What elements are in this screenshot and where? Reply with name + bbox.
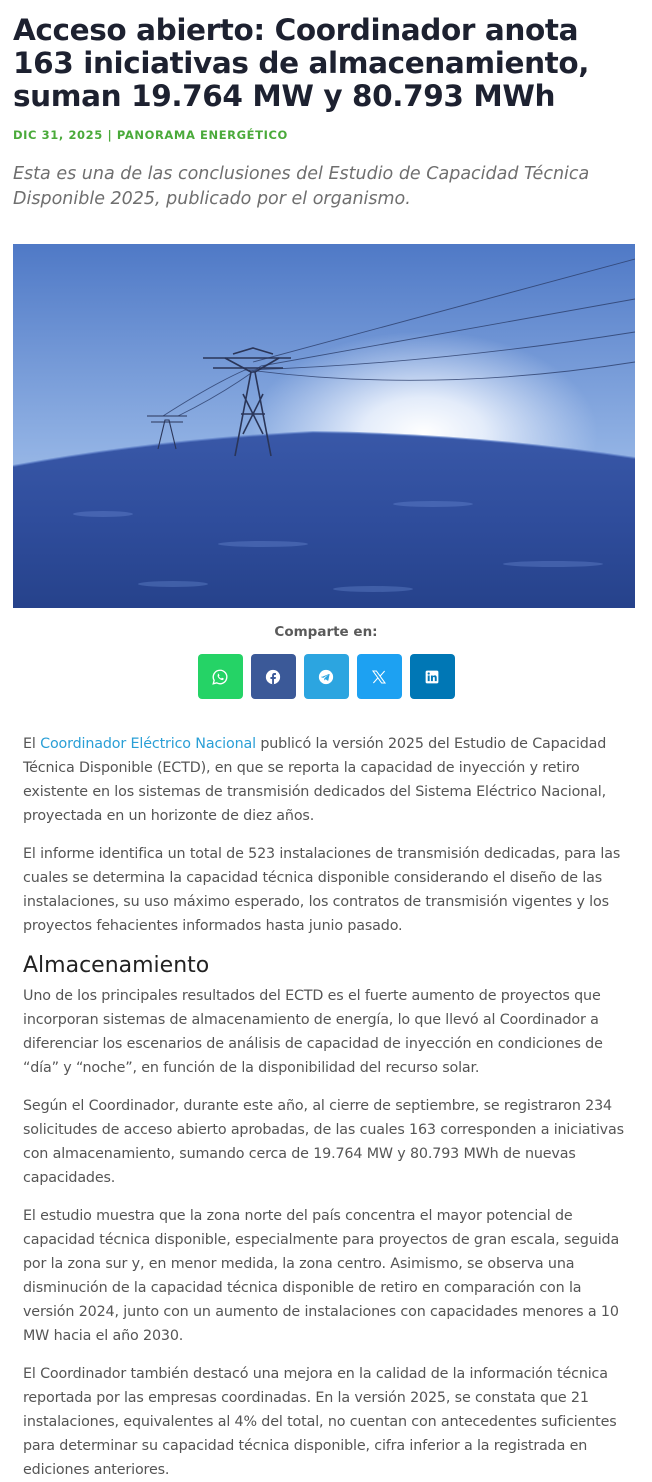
- article-meta: [13, 128, 639, 142]
- paragraph-1: El Coordinador Eléctrico Nacional publicó la versión 2025 del Estudio de Capacidad Técnica Disponible (ECTD), en que se reporta la capacidad de inyección y retiro existente en los sistemas de transmisión dedicados del Sistema Eléctrico Nacional, proyectada en un horizonte de diez años.: [23, 736, 607, 824]
- meta-separator: |: [102, 128, 117, 142]
- whatsapp-icon: [211, 668, 229, 686]
- paragraph-3: Uno de los principales resultados del ECTD es el fuerte aumento de proyectos que incorporan sistemas de almacenamiento de energía, lo que llevó al Coordinador a diferenciar los escenarios de análisis de capacidad de inyección en condiciones de “día” y “noche”, en función de la disponibilidad del recurso solar.: [23, 988, 603, 1076]
- x-icon: [370, 668, 388, 686]
- article: [0, 14, 652, 1482]
- linkedin-icon: [423, 668, 441, 686]
- share-whatsapp-button[interactable]: [198, 654, 243, 699]
- share-buttons: [13, 654, 639, 699]
- article-category[interactable]: PANORAMA ENERGÉTICO: [116, 128, 288, 142]
- share-label: Comparte en:: [274, 624, 378, 640]
- share-linkedin-button[interactable]: [410, 654, 455, 699]
- share-facebook-button[interactable]: [251, 654, 296, 699]
- article-lede: Esta es una de las conclusiones del Estudio de Capacidad Técnica Disponible 2025, publicado por el organismo.: [13, 164, 590, 209]
- paragraph-5: El estudio muestra que la zona norte del país concentra el mayor potencial de capacidad técnica disponible, especialmente para proyectos de gran escala, seguida por la zona sur y, en menor medida, la zona centro. Asimismo, se observa una disminución de la capacidad técnica disponible de retiro en comparación con la versión 2024, junto con un aumento de instalaciones con capacidades menores a 10 MW hacia el año 2030.: [23, 1208, 620, 1344]
- article-date: DIC 31, 2025: [13, 128, 103, 142]
- coordinador-link[interactable]: Coordinador Eléctrico Nacional: [40, 736, 256, 752]
- article-body: [13, 732, 639, 1482]
- paragraph-2: El informe identifica un total de 523 instalaciones de transmisión dedicadas, para las cuales se determina la capacidad técnica disponible considerando el diseño de las instalaciones, su uso máximo esperado, los contratos de transmisión vigentes y los proyectos fehacientes informados hasta junio pasado.: [23, 846, 621, 934]
- share-telegram-button[interactable]: [304, 654, 349, 699]
- paragraph-4: Según el Coordinador, durante este año, al cierre de septiembre, se registraron 234 solicitudes de acceso abierto aprobadas, de las cuales 163 corresponden a iniciativas con almacenamiento, sumando cerca de 19.764 MW y 80.793 MWh de nuevas capacidades.: [23, 1098, 624, 1186]
- telegram-icon: [317, 668, 335, 686]
- paragraph-6: El Coordinador también destacó una mejora en la calidad de la información técnica reportada por las empresas coordinadas. En la versión 2025, se constata que 21 instalaciones, equivalentes al 4% del total, no cuentan con antecedentes suficientes para determinar su capacidad técnica disponible, cifra inferior a la registrada en ediciones anteriores.: [23, 1366, 617, 1478]
- article-title: Acceso abierto: Coordinador anota 163 iniciativas de almacenamiento, suman 19.764 MW y 80.793 MWh: [13, 13, 590, 113]
- facebook-icon: [264, 668, 282, 686]
- share-x-button[interactable]: [357, 654, 402, 699]
- section-heading: Almacenamiento: [23, 953, 210, 978]
- hero-image: [13, 244, 635, 608]
